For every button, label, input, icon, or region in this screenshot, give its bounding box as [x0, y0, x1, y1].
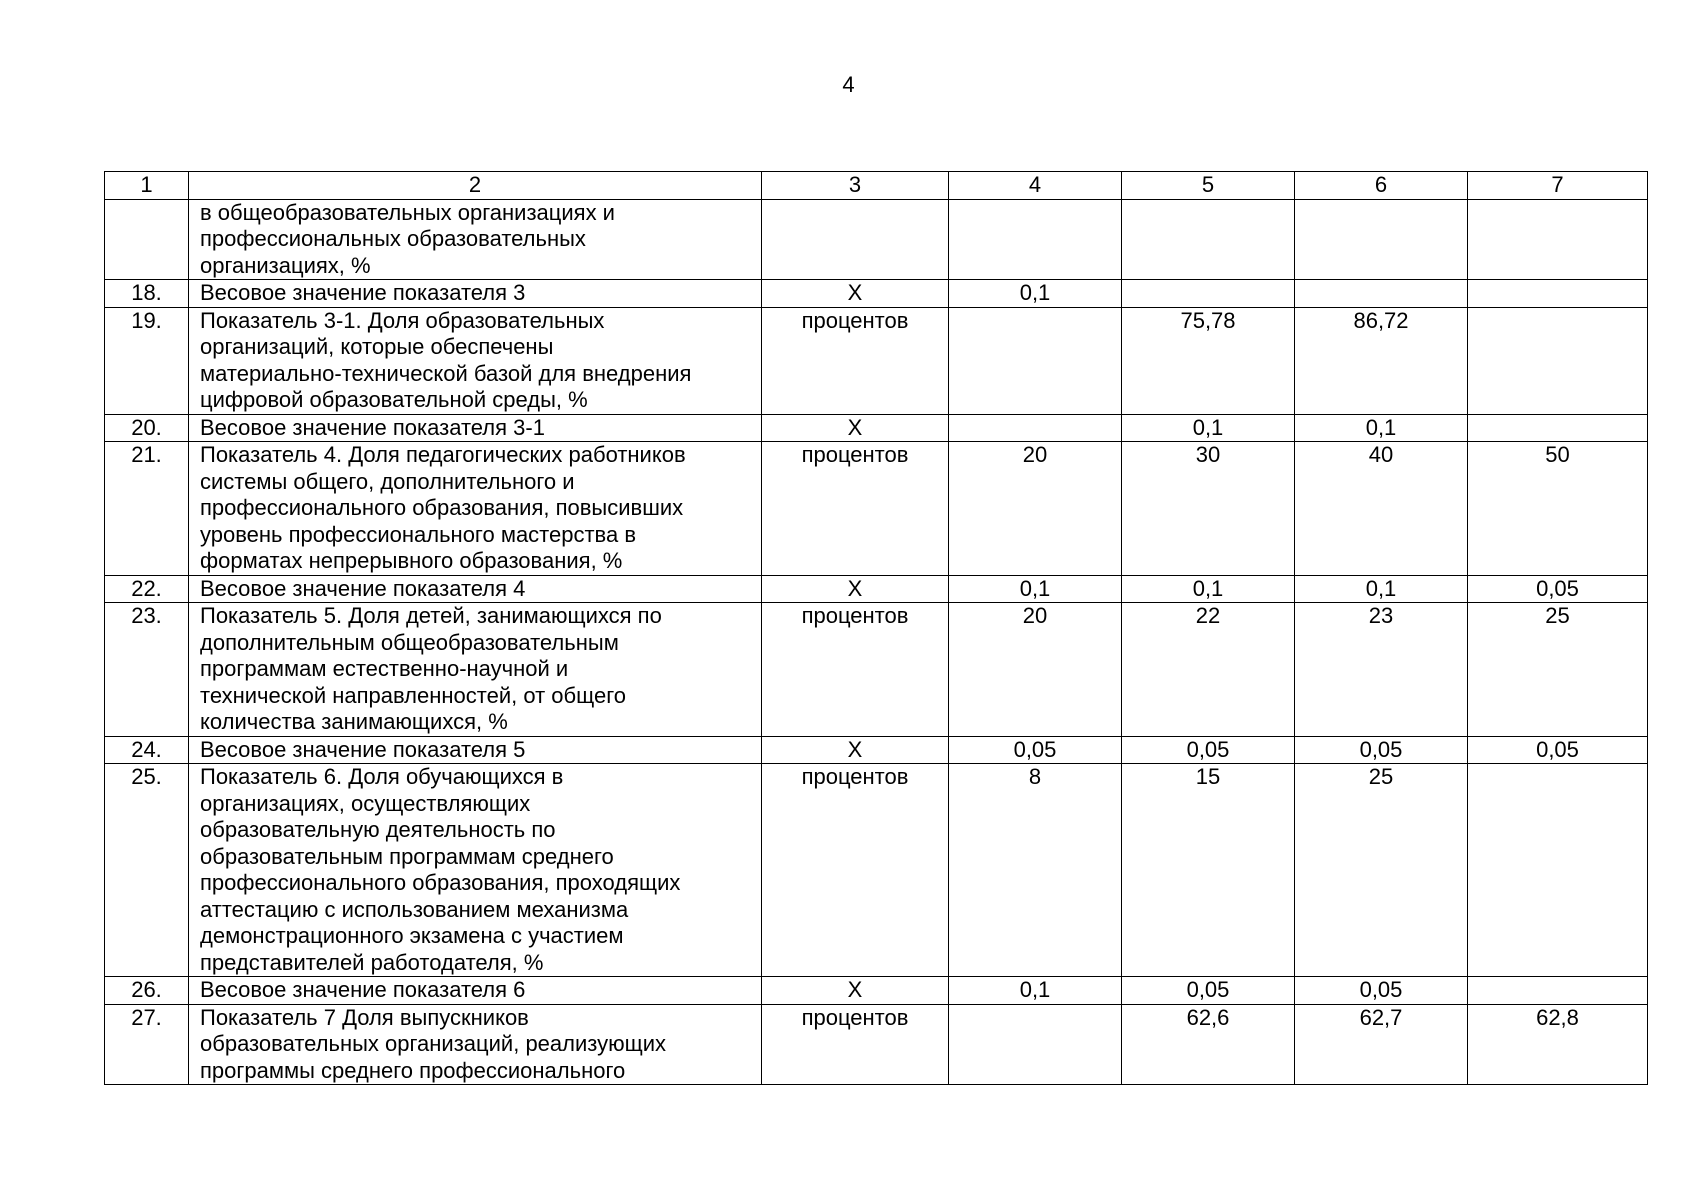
- indicator-name-cell: [189, 307, 762, 414]
- table-row: [105, 977, 1648, 1005]
- value-cell-col-6: [1295, 280, 1468, 308]
- value-cell-col-7: [1468, 977, 1648, 1005]
- table-row: [105, 307, 1648, 414]
- value-cell-col-5: 15: [1122, 764, 1295, 977]
- indicator-name-cell: [189, 280, 762, 308]
- indicator-name-line: Весовое значение показателя 5: [200, 736, 526, 762]
- row-number-cell: 18.: [105, 280, 189, 308]
- indicator-name-line: образовательную деятельность по: [200, 817, 556, 842]
- value-cell-col-7: [1468, 764, 1648, 977]
- indicator-name-line: Весовое значение показателя 3: [200, 280, 526, 305]
- value-cell-col-7: [1468, 414, 1648, 442]
- value-cell-col-7: 50: [1468, 442, 1648, 576]
- column-header: 7: [1468, 172, 1648, 200]
- column-header: 1: [105, 172, 189, 200]
- indicator-name-line: профессиональных образовательных: [200, 226, 586, 251]
- table-row: [105, 736, 1648, 764]
- indicators-table: [104, 171, 1648, 1085]
- indicator-name-cell: [189, 764, 762, 977]
- value-cell-col-7: 0,05: [1468, 736, 1648, 764]
- value-cell-col-4: 0,1: [949, 280, 1122, 308]
- value-cell-col-6: 86,72: [1295, 307, 1468, 414]
- row-number-cell: 23.: [105, 603, 189, 737]
- unit-cell: Х: [762, 736, 949, 764]
- indicator-name-line: в общеобразовательных организациях и: [200, 199, 615, 225]
- value-cell-col-6: [1295, 199, 1468, 280]
- indicator-name-cell: [189, 575, 762, 603]
- unit-cell: процентов: [762, 1004, 949, 1085]
- indicator-name-line: Показатель 4. Доля педагогических работников: [200, 442, 686, 467]
- table-row: [105, 603, 1648, 737]
- value-cell-col-4: [949, 1004, 1122, 1085]
- table-row: [105, 199, 1648, 280]
- value-cell-col-5: 0,1: [1122, 414, 1295, 442]
- indicator-name-line: программам естественно-научной и: [200, 656, 569, 681]
- value-cell-col-4: 0,1: [949, 977, 1122, 1005]
- indicator-name-line: организациях, осуществляющих: [200, 790, 531, 816]
- indicator-name-line: организаций, которые обеспечены: [200, 334, 554, 359]
- unit-cell: [762, 199, 949, 280]
- row-number-cell: 21.: [105, 442, 189, 576]
- unit-cell: Х: [762, 575, 949, 603]
- value-cell-col-7: [1468, 307, 1648, 414]
- table-body: [105, 172, 1648, 1085]
- value-cell-col-4: 8: [949, 764, 1122, 977]
- value-cell-col-6: 0,1: [1295, 414, 1468, 442]
- indicator-name-line: Весовое значение показателя 6: [200, 977, 526, 1002]
- indicator-name-cell: [189, 1004, 762, 1085]
- indicator-name-cell: [189, 603, 762, 737]
- unit-cell: процентов: [762, 307, 949, 414]
- indicator-name-line: образовательным программам среднего: [200, 843, 614, 869]
- value-cell-col-4: 0,05: [949, 736, 1122, 764]
- value-cell-col-6: 25: [1295, 764, 1468, 977]
- table-row: [105, 575, 1648, 603]
- unit-cell: Х: [762, 977, 949, 1005]
- value-cell-col-4: [949, 307, 1122, 414]
- indicator-name-line: представителей работодателя, %: [200, 949, 544, 975]
- indicator-name-line: Показатель 6. Доля обучающихся в: [200, 764, 564, 789]
- row-number-cell: [105, 199, 189, 280]
- indicator-name-line: Показатель 3-1. Доля образовательных: [200, 307, 605, 333]
- indicator-name-cell: [189, 442, 762, 576]
- indicator-name-line: материально-технической базой для внедрения: [200, 360, 692, 386]
- table-row: [105, 1004, 1648, 1085]
- value-cell-col-5: 0,1: [1122, 575, 1295, 603]
- value-cell-col-6: 40: [1295, 442, 1468, 576]
- indicator-name-line: технической направленностей, от общего: [200, 682, 627, 708]
- indicator-name-cell: [189, 414, 762, 442]
- value-cell-col-4: [949, 414, 1122, 442]
- indicator-name-line: форматах непрерывного образования, %: [200, 548, 623, 573]
- value-cell-col-5: 22: [1122, 603, 1295, 737]
- indicator-name-line: Показатель 7 Доля выпускников: [200, 1004, 529, 1030]
- indicator-name-line: образовательных организаций, реализующих: [200, 1031, 667, 1056]
- row-number-cell: 27.: [105, 1004, 189, 1085]
- indicator-name-line: цифровой образовательной среды, %: [200, 387, 588, 412]
- table-row: [105, 442, 1648, 576]
- value-cell-col-5: 0,05: [1122, 977, 1295, 1005]
- row-number-cell: 19.: [105, 307, 189, 414]
- column-header: 6: [1295, 172, 1468, 200]
- value-cell-col-4: [949, 199, 1122, 280]
- value-cell-col-6: 0,1: [1295, 575, 1468, 603]
- column-header: 2: [189, 172, 762, 200]
- indicator-name-line: программы среднего профессионального: [200, 1057, 626, 1083]
- table-header-row: [105, 172, 1648, 200]
- indicator-name-line: Весовое значение показателя 3-1: [200, 414, 545, 440]
- value-cell-col-6: 0,05: [1295, 736, 1468, 764]
- indicator-name-cell: [189, 977, 762, 1005]
- value-cell-col-5: 0,05: [1122, 736, 1295, 764]
- row-number-cell: 26.: [105, 977, 189, 1005]
- row-number-cell: 22.: [105, 575, 189, 603]
- unit-cell: Х: [762, 280, 949, 308]
- column-header: 3: [762, 172, 949, 200]
- value-cell-col-7: [1468, 199, 1648, 280]
- value-cell-col-7: 25: [1468, 603, 1648, 737]
- table-row: [105, 764, 1648, 977]
- value-cell-col-4: 0,1: [949, 575, 1122, 603]
- value-cell-col-6: 23: [1295, 603, 1468, 737]
- value-cell-col-4: 20: [949, 603, 1122, 737]
- table-row: [105, 414, 1648, 442]
- indicator-name-line: уровень профессионального мастерства в: [200, 521, 637, 547]
- value-cell-col-5: 30: [1122, 442, 1295, 576]
- indicator-name-line: демонстрационного экзамена с участием: [200, 923, 624, 948]
- unit-cell: процентов: [762, 442, 949, 576]
- table-row: [105, 280, 1648, 308]
- row-number-cell: 24.: [105, 736, 189, 764]
- unit-cell: процентов: [762, 603, 949, 737]
- indicator-name-line: организациях, %: [200, 252, 371, 278]
- indicator-name-line: дополнительным общеобразовательным: [200, 629, 619, 655]
- indicator-name-line: аттестацию с использованием механизма: [200, 896, 629, 922]
- value-cell-col-7: 0,05: [1468, 575, 1648, 603]
- value-cell-col-5: 62,6: [1122, 1004, 1295, 1085]
- indicator-name-line: Весовое значение показателя 4: [200, 575, 526, 601]
- value-cell-col-6: 62,7: [1295, 1004, 1468, 1085]
- indicator-name-line: профессионального образования, повысивших: [200, 495, 684, 520]
- value-cell-col-7: 62,8: [1468, 1004, 1648, 1085]
- value-cell-col-5: [1122, 199, 1295, 280]
- page-number: 4: [842, 72, 855, 97]
- value-cell-col-5: 75,78: [1122, 307, 1295, 414]
- value-cell-col-6: 0,05: [1295, 977, 1468, 1005]
- indicator-name-line: Показатель 5. Доля детей, занимающихся по: [200, 603, 662, 628]
- indicator-name-line: профессионального образования, проходящих: [200, 870, 681, 895]
- indicator-name-line: системы общего, дополнительного и: [200, 468, 575, 494]
- unit-cell: Х: [762, 414, 949, 442]
- row-number-cell: 20.: [105, 414, 189, 442]
- indicator-name-cell: [189, 736, 762, 764]
- row-number-cell: 25.: [105, 764, 189, 977]
- column-header: 5: [1122, 172, 1295, 200]
- column-header: 4: [949, 172, 1122, 200]
- value-cell-col-7: [1468, 280, 1648, 308]
- value-cell-col-5: [1122, 280, 1295, 308]
- indicator-name-line: количества занимающихся, %: [200, 709, 508, 734]
- value-cell-col-4: 20: [949, 442, 1122, 576]
- unit-cell: процентов: [762, 764, 949, 977]
- indicator-name-cell: [189, 199, 762, 280]
